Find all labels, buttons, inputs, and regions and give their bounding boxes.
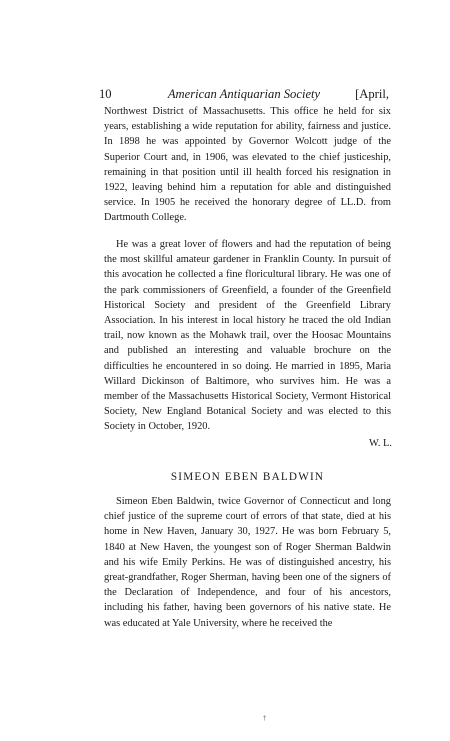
issue-date: [April, — [355, 87, 389, 101]
footer-mark: † — [263, 714, 267, 722]
running-header — [99, 86, 389, 102]
paragraph-1: Northwest District of Massachusetts. This office he held for six years, establishing a wide reputation for ability, fairness and justice. In 1898 he was appointed by Governor Wolcott judge of the Superior Court and, in 1906, was elevated to the chief justiceship, remaining in that position until ill health forced his resignation in 1922, leaving behind him a reputation for able and distinguished service. In 1905 he received the honorary degree of LL.D. from Dartmouth College. — [104, 106, 391, 224]
journal-title: American Antiquarian Society — [167, 87, 321, 101]
paragraph-2: He was a great lover of flowers and had the reputation of being the most skillful amateur gardener in Franklin County. In pursuit of this avocation he collected a fine floricultural library. He was one of the park commissioners of Greenfield, a founder of the Greenfield Historical Society and president of the Greenfield Library Association. In his interest in local history he traced the old Indian trail, now known as the Mohawk trail, over the Hoosac Mountains and published an interesting and valuable brochure on the difficulties he encountered in so doing. He married in 1895, Maria Willard Dickinson of Baltimore, who survives him. He was a member of the Massachusetts Historical Society, Vermont Historical Society, New England Botanical Society and was elected to this Society in October, 1920. — [104, 239, 391, 433]
author-initials: W. L. — [369, 438, 392, 449]
obituary-heading: SIMEON EBEN BALDWIN — [170, 471, 325, 483]
paragraph-3: Simeon Eben Baldwin, twice Governor of Connecticut and long chief justice of the supreme court of errors of that state, died at his home in New Haven, January 30, 1927. He was born February 5, 1840 at New Haven, the youngest son of Roger Sherman Baldwin and his wife Emily Perkins. He was of distinguished ancestry, his great-grandfather, Roger Sherman, having been one of the signers of the Declaration of Independence, and four of his ancestors, including his father, having been governors of his native state. He was educated at Yale University, where he received the — [104, 496, 391, 629]
page-number: 10 — [99, 87, 112, 101]
